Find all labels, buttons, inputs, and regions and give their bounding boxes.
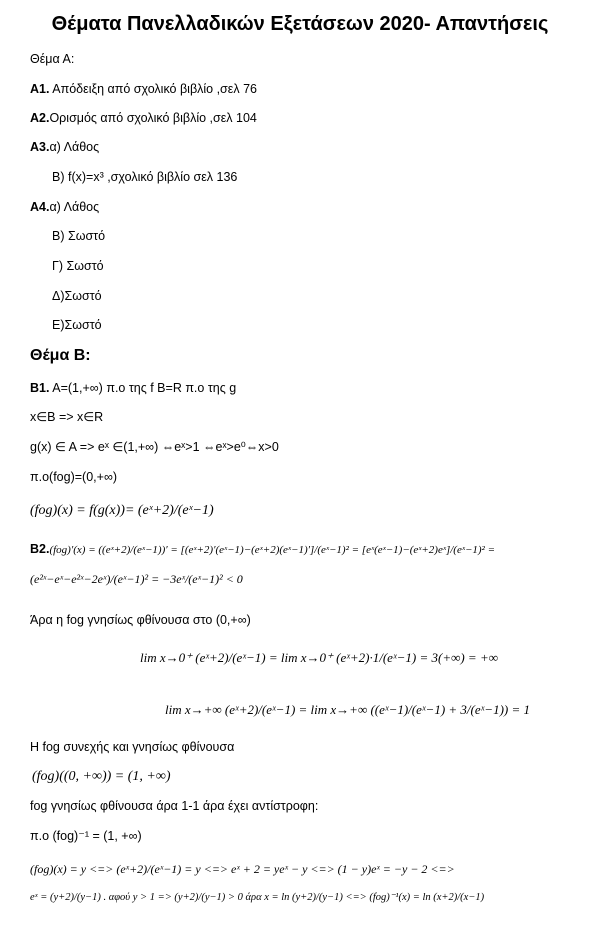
- answer-b2-text: (fog)′(x) = ((eˣ+2)/(eˣ−1))′ = [(eˣ+2)′(eˣ−1)−(eˣ+2)(eˣ−1)′]/(eˣ−1)² = [eˣ(eˣ−1)−(eˣ+2)eˣ]/(eˣ−1)² =: [49, 544, 496, 556]
- answer-a3: [30, 140, 99, 155]
- limit-plus-infinity: lim x→+∞ (eˣ+2)/(eˣ−1) = lim x→+∞ ((eˣ−1)/(eˣ−1) + 3/(eˣ−1)) = 1: [165, 702, 531, 717]
- answer-a1-text: Απόδειξη από σχολικό βιβλίο ,σελ 76: [52, 82, 257, 96]
- answer-a4-g: Γ) Σωστό: [52, 259, 104, 273]
- line-inverse-formula: eˣ = (y+2)/(y−1) . αφού y > 1 => (y+2)/(y−1) > 0 άρα x = ln (y+2)/(y−1) <=> (fog)⁻¹(x) = ln (x+2)/(x−1): [30, 892, 485, 903]
- theme-a-heading: Θέμα Α:: [30, 52, 75, 66]
- answer-b2: [30, 542, 495, 557]
- line-inverse-domain: π.ο (fog)⁻¹ = (1, +∞): [30, 829, 142, 843]
- answer-a3-text: α) Λάθος: [49, 140, 100, 154]
- answer-a2: [30, 111, 257, 126]
- answer-a1: [30, 82, 257, 97]
- line-decreasing: Άρα η fog γνησίως φθίνουσα στο (0,+∞): [30, 613, 251, 627]
- answer-a4-d: Δ)Σωστό: [52, 289, 102, 303]
- answer-a2-label: Α2.: [30, 111, 50, 125]
- answer-a1-label: Α1.: [30, 82, 50, 96]
- theme-b-heading: Θέμα Β:: [30, 347, 91, 364]
- answer-a3-b: Β) f(x)=x³ ,σχολικό βιβλίο σελ 136: [52, 170, 238, 184]
- answer-b1-label: Β1.: [30, 381, 50, 395]
- answer-a4-text: α) Λάθος: [49, 200, 100, 214]
- line-continuous: Η fog συνεχής και γνησίως φθίνουσα: [30, 740, 235, 754]
- answer-b1: [30, 381, 236, 396]
- answer-b2-label: Β2.: [30, 542, 50, 556]
- answer-a2-text: Ορισμός από σχολικό βιβλίο ,σελ 104: [49, 111, 257, 125]
- answer-a3-label: Α3.: [30, 140, 50, 154]
- line-g-domain: g(x) ∈ A => eˣ ∈(1,+∞) ⇔eˣ>1 ⇔eˣ>e⁰⇔x>0: [30, 440, 279, 454]
- line-fog-formula: (fog)(x) = f(g(x))= (eˣ+2)/(eˣ−1): [30, 503, 214, 518]
- line-range: (fog)((0, +∞)) = (1, +∞): [32, 769, 171, 784]
- answer-a4-e: Ε)Σωστό: [52, 318, 102, 332]
- answer-a4: [30, 200, 99, 215]
- page-title: Θέματα Πανελλαδικών Εξετάσεων 2020- Απαντήσεις: [51, 13, 549, 35]
- line-invertible: fog γνησίως φθίνουσα άρα 1-1 άρα έχει αντίστροφη:: [30, 799, 319, 813]
- answer-a4-label: Α4.: [30, 200, 50, 214]
- answer-b1-text: Α=(1,+∞) π.ο της f Β=R π.ο της g: [52, 381, 237, 395]
- line-derivative-result: (e²ˣ−eˣ−e²ˣ−2eˣ)/(eˣ−1)² = −3eˣ/(eˣ−1)² < 0: [30, 572, 243, 586]
- answer-a4-b: Β) Σωστό: [52, 229, 106, 243]
- limit-zero-plus: lim x→0⁺ (eˣ+2)/(eˣ−1) = lim x→0⁺ (eˣ+2)·1/(eˣ−1) = 3(+∞) = +∞: [140, 650, 498, 665]
- line-x-in-b: x∈B => x∈R: [30, 410, 104, 424]
- line-solve-y: (fog)(x) = y <=> (eˣ+2)/(eˣ−1) = y <=> eˣ + 2 = yeˣ − y <=> (1 − y)eˣ = −y − 2 <=>: [30, 862, 455, 876]
- line-fog-domain: π.ο(fog)=(0,+∞): [30, 470, 118, 484]
